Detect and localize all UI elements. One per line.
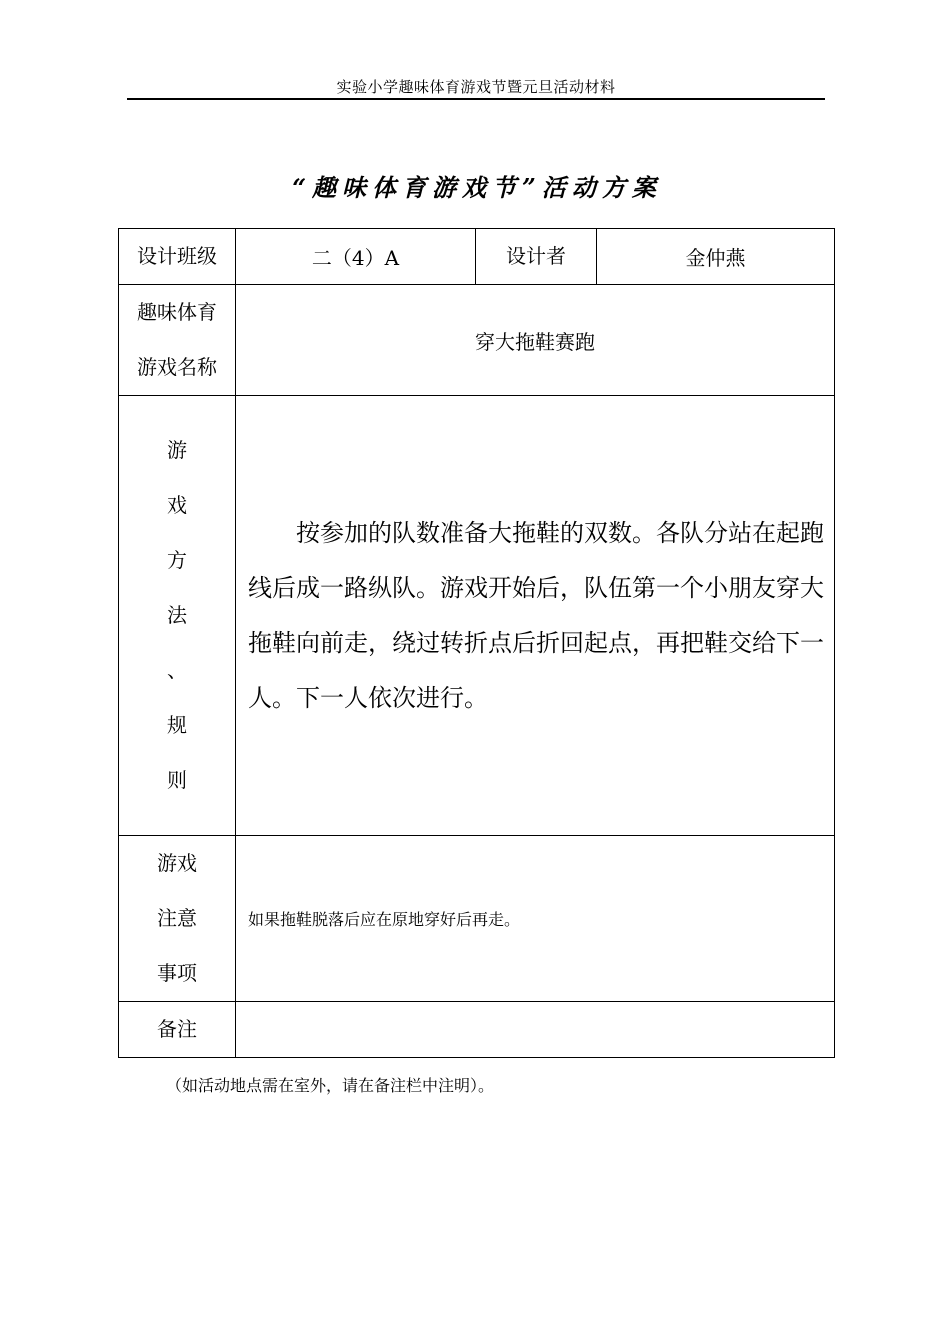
method-rules-text: 按参加的队数准备大拖鞋的双数。各队分站在起跑线后成一路纵队。游戏开始后，队伍第一个小朋友穿大拖鞋向前走，绕过转折点后折回起点，再把鞋交给下一人。下一人依次进行。 xyxy=(236,396,835,836)
notes-label-line2: 注意 xyxy=(157,906,197,930)
row-class-designer xyxy=(119,229,835,285)
method-label-char: 规 xyxy=(167,713,187,737)
row-notes xyxy=(119,836,835,1002)
document-title: “趣味体育游戏节”活动方案 xyxy=(292,173,662,202)
row-remarks xyxy=(119,1002,835,1058)
method-rules-label xyxy=(119,396,236,836)
notes-label-line3: 事项 xyxy=(157,961,197,985)
game-name-value: 穿大拖鞋赛跑 xyxy=(236,285,835,396)
designer-label: 设计者 xyxy=(476,229,597,285)
activity-plan-table xyxy=(118,228,835,1058)
method-label-char: 戏 xyxy=(167,493,187,517)
row-method-rules xyxy=(119,396,835,836)
method-label-char: 法 xyxy=(167,603,187,627)
designer-value: 金仲燕 xyxy=(597,229,835,285)
header-rule xyxy=(127,98,825,100)
method-label-char: 则 xyxy=(167,768,187,792)
notes-label-line1: 游戏 xyxy=(157,851,197,875)
class-value: 二（4）A xyxy=(236,229,476,285)
method-label-char: 方 xyxy=(167,548,187,572)
method-label-char: 游 xyxy=(167,438,187,462)
method-label-char: 、 xyxy=(167,658,187,682)
notes-text: 如果拖鞋脱落后应在原地穿好后再走。 xyxy=(236,836,835,1002)
game-name-label-line1: 趣味体育 xyxy=(137,300,217,324)
game-name-label xyxy=(119,285,236,396)
page-header: 实验小学趣味体育游戏节暨元旦活动材料 xyxy=(336,78,616,96)
game-name-label-line2: 游戏名称 xyxy=(137,355,217,379)
class-label: 设计班级 xyxy=(119,229,236,285)
remarks-label: 备注 xyxy=(119,1002,236,1058)
row-game-name xyxy=(119,285,835,396)
remarks-value xyxy=(236,1002,835,1058)
notes-label xyxy=(119,836,236,1002)
footnote: （如活动地点需在室外，请在备注栏中注明）。 xyxy=(166,1076,495,1095)
